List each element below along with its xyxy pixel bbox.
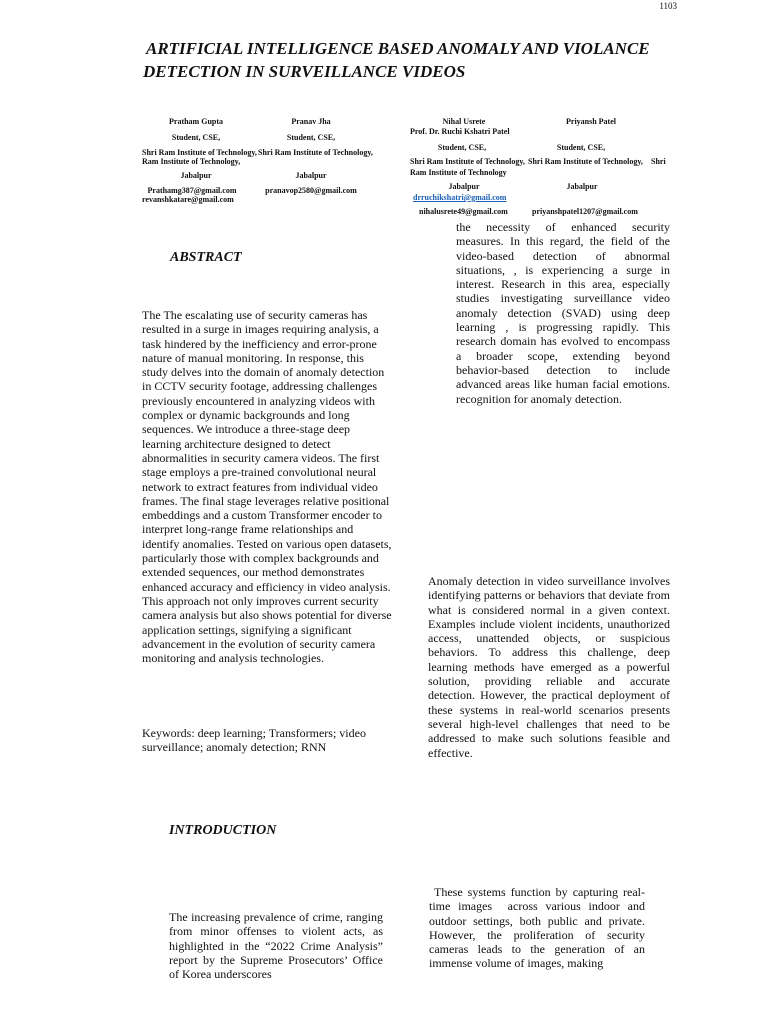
page-number: 1103 bbox=[659, 1, 677, 11]
author-4-institution-tail: Shri bbox=[651, 157, 666, 166]
paper-title bbox=[143, 37, 703, 83]
author-3-name: Nihal Usrete bbox=[442, 117, 486, 126]
introduction-text: The increasing prevalence of crime, ranging from minor offenses to violent acts, as highlighted in the “2022 Crime Analysis” report by the Supreme Prosecutors’ Office of Korea underscores bbox=[169, 910, 383, 982]
author-2-city: Jabalpur bbox=[295, 171, 327, 180]
author-2-institution: Shri Ram Institute of Technology, bbox=[258, 148, 373, 157]
right-paragraph-1: the necessity of enhanced security measures. In this regard, the field of the video-based detection of abnormal situations, , is experiencing a surge in interest. Research in this area, especially studies investigating surveillance video anomaly detection (SVAD) using deep learning , is progressing rapidly. This research domain has evolved to encompass a broader scope, extending beyond behavior-based detection to include advanced areas like human facial emotions. recognition for anomaly detection. bbox=[456, 220, 670, 406]
author-1-role: Student, CSE, bbox=[171, 133, 221, 142]
author-4-institution: Shri Ram Institute of Technology, bbox=[528, 157, 643, 166]
author-extra-email: revanshkatare@gmail.com bbox=[142, 195, 234, 204]
author-1-institution-tail: Ram Institute of Technology, bbox=[142, 157, 241, 166]
author-1-email: Prathamg387@gmail.com bbox=[147, 186, 237, 195]
right-paragraph-3: These systems function by capturing real-time images across various indoor and outdoor settings, both public and private. However, the proliferation of security cameras leads to the generation of an immense volume of images, making bbox=[429, 885, 648, 971]
author-2-email: pranavop2580@gmail.com bbox=[265, 186, 357, 195]
author-3-institution: Shri Ram Institute of Technology, bbox=[410, 157, 525, 166]
title-line-1: ARTIFICIAL INTELLIGENCE BASED ANOMALY AND VIOLANCE bbox=[146, 39, 650, 58]
author-3-institution-tail: Ram Institute of Technology bbox=[410, 168, 507, 177]
author-4-city: Jabalpur bbox=[566, 182, 598, 191]
abstract-text: The The escalating use of security cameras has resulted in a surge in images requiring analysis, a task hindered by the inefficiency and error-prone nature of manual monitoring. In response, this study delves into the domain of anomaly detection in CCTV security footage, addressing challenges previously encountered in analyzing videos with complex or dynamic backgrounds and long sequences. We introduce a three-stage deep learning architecture designed to detect abnormalities in security camera videos. The first stage employs a pre-trained convolutional neural network to extract features from individual video frames. The final stage leverages relative positional embeddings and a custom Transformer encoder to interpret long-range frame relationships and identify anomalies. Tested on various open datasets, particularly those with complex backgrounds and extended sequences, our method demonstrates enhanced accuracy and efficiency in video analysis. This approach not only improves current security camera analysis but also shows potential for diverse application settings, signifying a significant advancement in the evolution of security camera monitoring and analysis technologies. bbox=[142, 308, 392, 666]
author-3-email: nihalusrete49@gmail.com bbox=[419, 207, 508, 216]
author-1-city: Jabalpur bbox=[180, 171, 212, 180]
author-prof-name: Prof. Dr. Ruchi Kshatri Patel bbox=[410, 127, 510, 136]
author-4-role: Student, CSE, bbox=[556, 143, 606, 152]
keywords: Keywords: deep learning; Transformers; video surveillance; anomaly detection; RNN bbox=[142, 726, 366, 755]
introduction-heading: INTRODUCTION bbox=[169, 823, 277, 838]
author-2-role: Student, CSE, bbox=[286, 133, 336, 142]
title-line-2: DETECTION IN SURVEILLANCE VIDEOS bbox=[143, 62, 466, 81]
right-paragraph-2: Anomaly detection in video surveillance involves identifying patterns or behaviors that deviate from what is considered normal in a given context. Examples include violent incidents, unauthorized access, unattended objects, or suspicious behaviors. To address this challenge, deep learning methods have emerged as a powerful solution, providing reliable and accurate detection. However, the practical deployment of these systems in real-world scenarios presents several high-level challenges that need to be addressed to make such solutions feasible and effective. bbox=[428, 574, 670, 760]
author-3-role: Student, CSE, bbox=[437, 143, 487, 152]
author-prof-email-link[interactable]: drruchikshatri@gmail.com bbox=[413, 193, 507, 202]
author-2-name: Pranav Jha bbox=[291, 117, 331, 126]
abstract-heading: ABSTRACT bbox=[170, 250, 242, 265]
author-3-city: Jabalpur bbox=[448, 182, 480, 191]
author-4-name: Priyansh Patel bbox=[566, 117, 616, 126]
author-4-email: priyanshpatel1207@gmail.com bbox=[532, 207, 638, 216]
author-1-name: Pratham Gupta bbox=[169, 117, 223, 126]
author-1-institution: Shri Ram Institute of Technology, bbox=[142, 148, 257, 157]
